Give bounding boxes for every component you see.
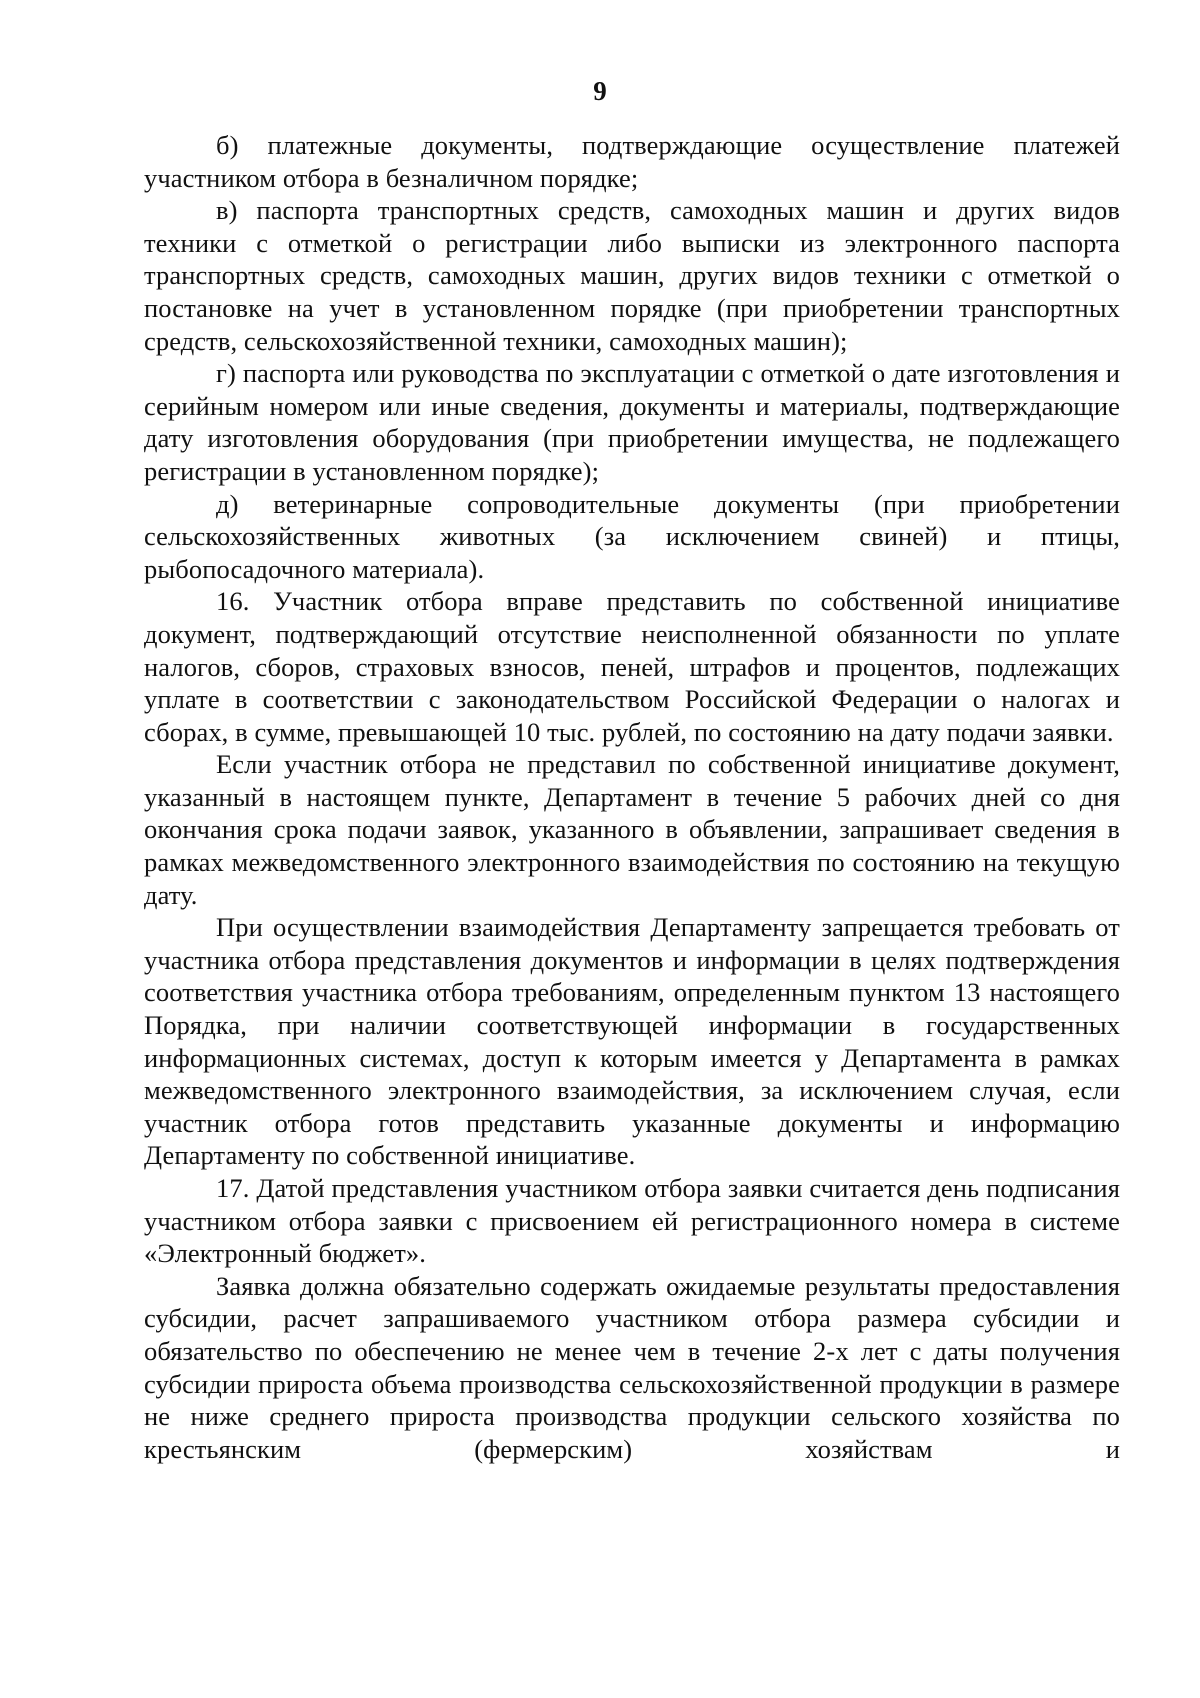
- document-body: [144, 129, 1120, 1465]
- paragraph-g-equipment-manuals: г) паспорта или руководства по эксплуатации с отметкой о дате изготовления и серийным номером или иные сведения, документы и материалы, подтверждающие дату изготовления оборудования (при приобретении имущества, не подлежащего регистрации в установленном порядке);: [144, 358, 1120, 486]
- paragraph-16-tax-document: 16. Участник отбора вправе представить по собственной инициативе документ, подтверждающий отсутствие неисполненной обязанности по уплате налогов, сборов, страховых взносов, пеней, штрафов и процентов, подлежащих уплате в соответствии с законодательством Российской Федерации о налогах и сборах, в сумме, превышающей 10 тыс. рублей, по состоянию на дату подачи заявки.: [144, 586, 1120, 747]
- paragraph-16-department-request: Если участник отбора не представил по собственной инициативе документ, указанный в настоящем пункте, Департамент в течение 5 рабочих дней со дня окончания срока подачи заявок, указанного в объявлении, запрашивает сведения в рамках межведомственного электронного взаимодействия по состоянию на текущую дату.: [144, 749, 1120, 910]
- paragraph-16-prohibition: При осуществлении взаимодействия Департаменту запрещается требовать от участника отбора представления документов и информации в целях подтверждения соответствия участника отбора требованиям, определенным пунктом 13 настоящего Порядка, при наличии соответствующей информации в государственных информационных системах, доступ к которым имеется у Департамента в рамках межведомственного электронного взаимодействия, за исключением случая, если участник отбора готов представить указанные документы и информацию Департаменту по собственной инициативе.: [144, 912, 1120, 1171]
- paragraph-17-application-contents: Заявка должна обязательно содержать ожидаемые результаты предоставления субсидии, расчет запрашиваемого участником отбора размера субсидии и обязательство по обеспечению не менее чем в течение 2-х лет с даты получения субсидии прироста объема производства сельскохозяйственной продукции в размере не ниже среднего прироста производства продукции сельского хозяйства по крестьянским (фермерским) хозяйствам и: [144, 1270, 1120, 1464]
- paragraph-v-vehicle-passports: в) паспорта транспортных средств, самоходных машин и других видов техники с отметкой о регистрации либо выписки из электронного паспорта транспортных средств, самоходных машин, других видов техники с отметкой о постановке на учет в установленном порядке (при приобретении транспортных средств, сельскохозяйственной техники, самоходных машин);: [144, 195, 1120, 356]
- paragraph-17-submission-date: 17. Датой представления участником отбора заявки считается день подписания участником отбора заявки с присвоением ей регистрационного номера в системе «Электронный бюджет».: [144, 1173, 1120, 1269]
- paragraph-d-veterinary-documents: д) ветеринарные сопроводительные документы (при приобретении сельскохозяйственных животных (за исключением свиней) и птицы, рыбопосадочного материала).: [144, 488, 1120, 584]
- paragraph-b-payment-documents: б) платежные документы, подтверждающие осуществление платежей участником отбора в безналичном порядке;: [144, 130, 1120, 193]
- page-number: 9: [593, 76, 607, 106]
